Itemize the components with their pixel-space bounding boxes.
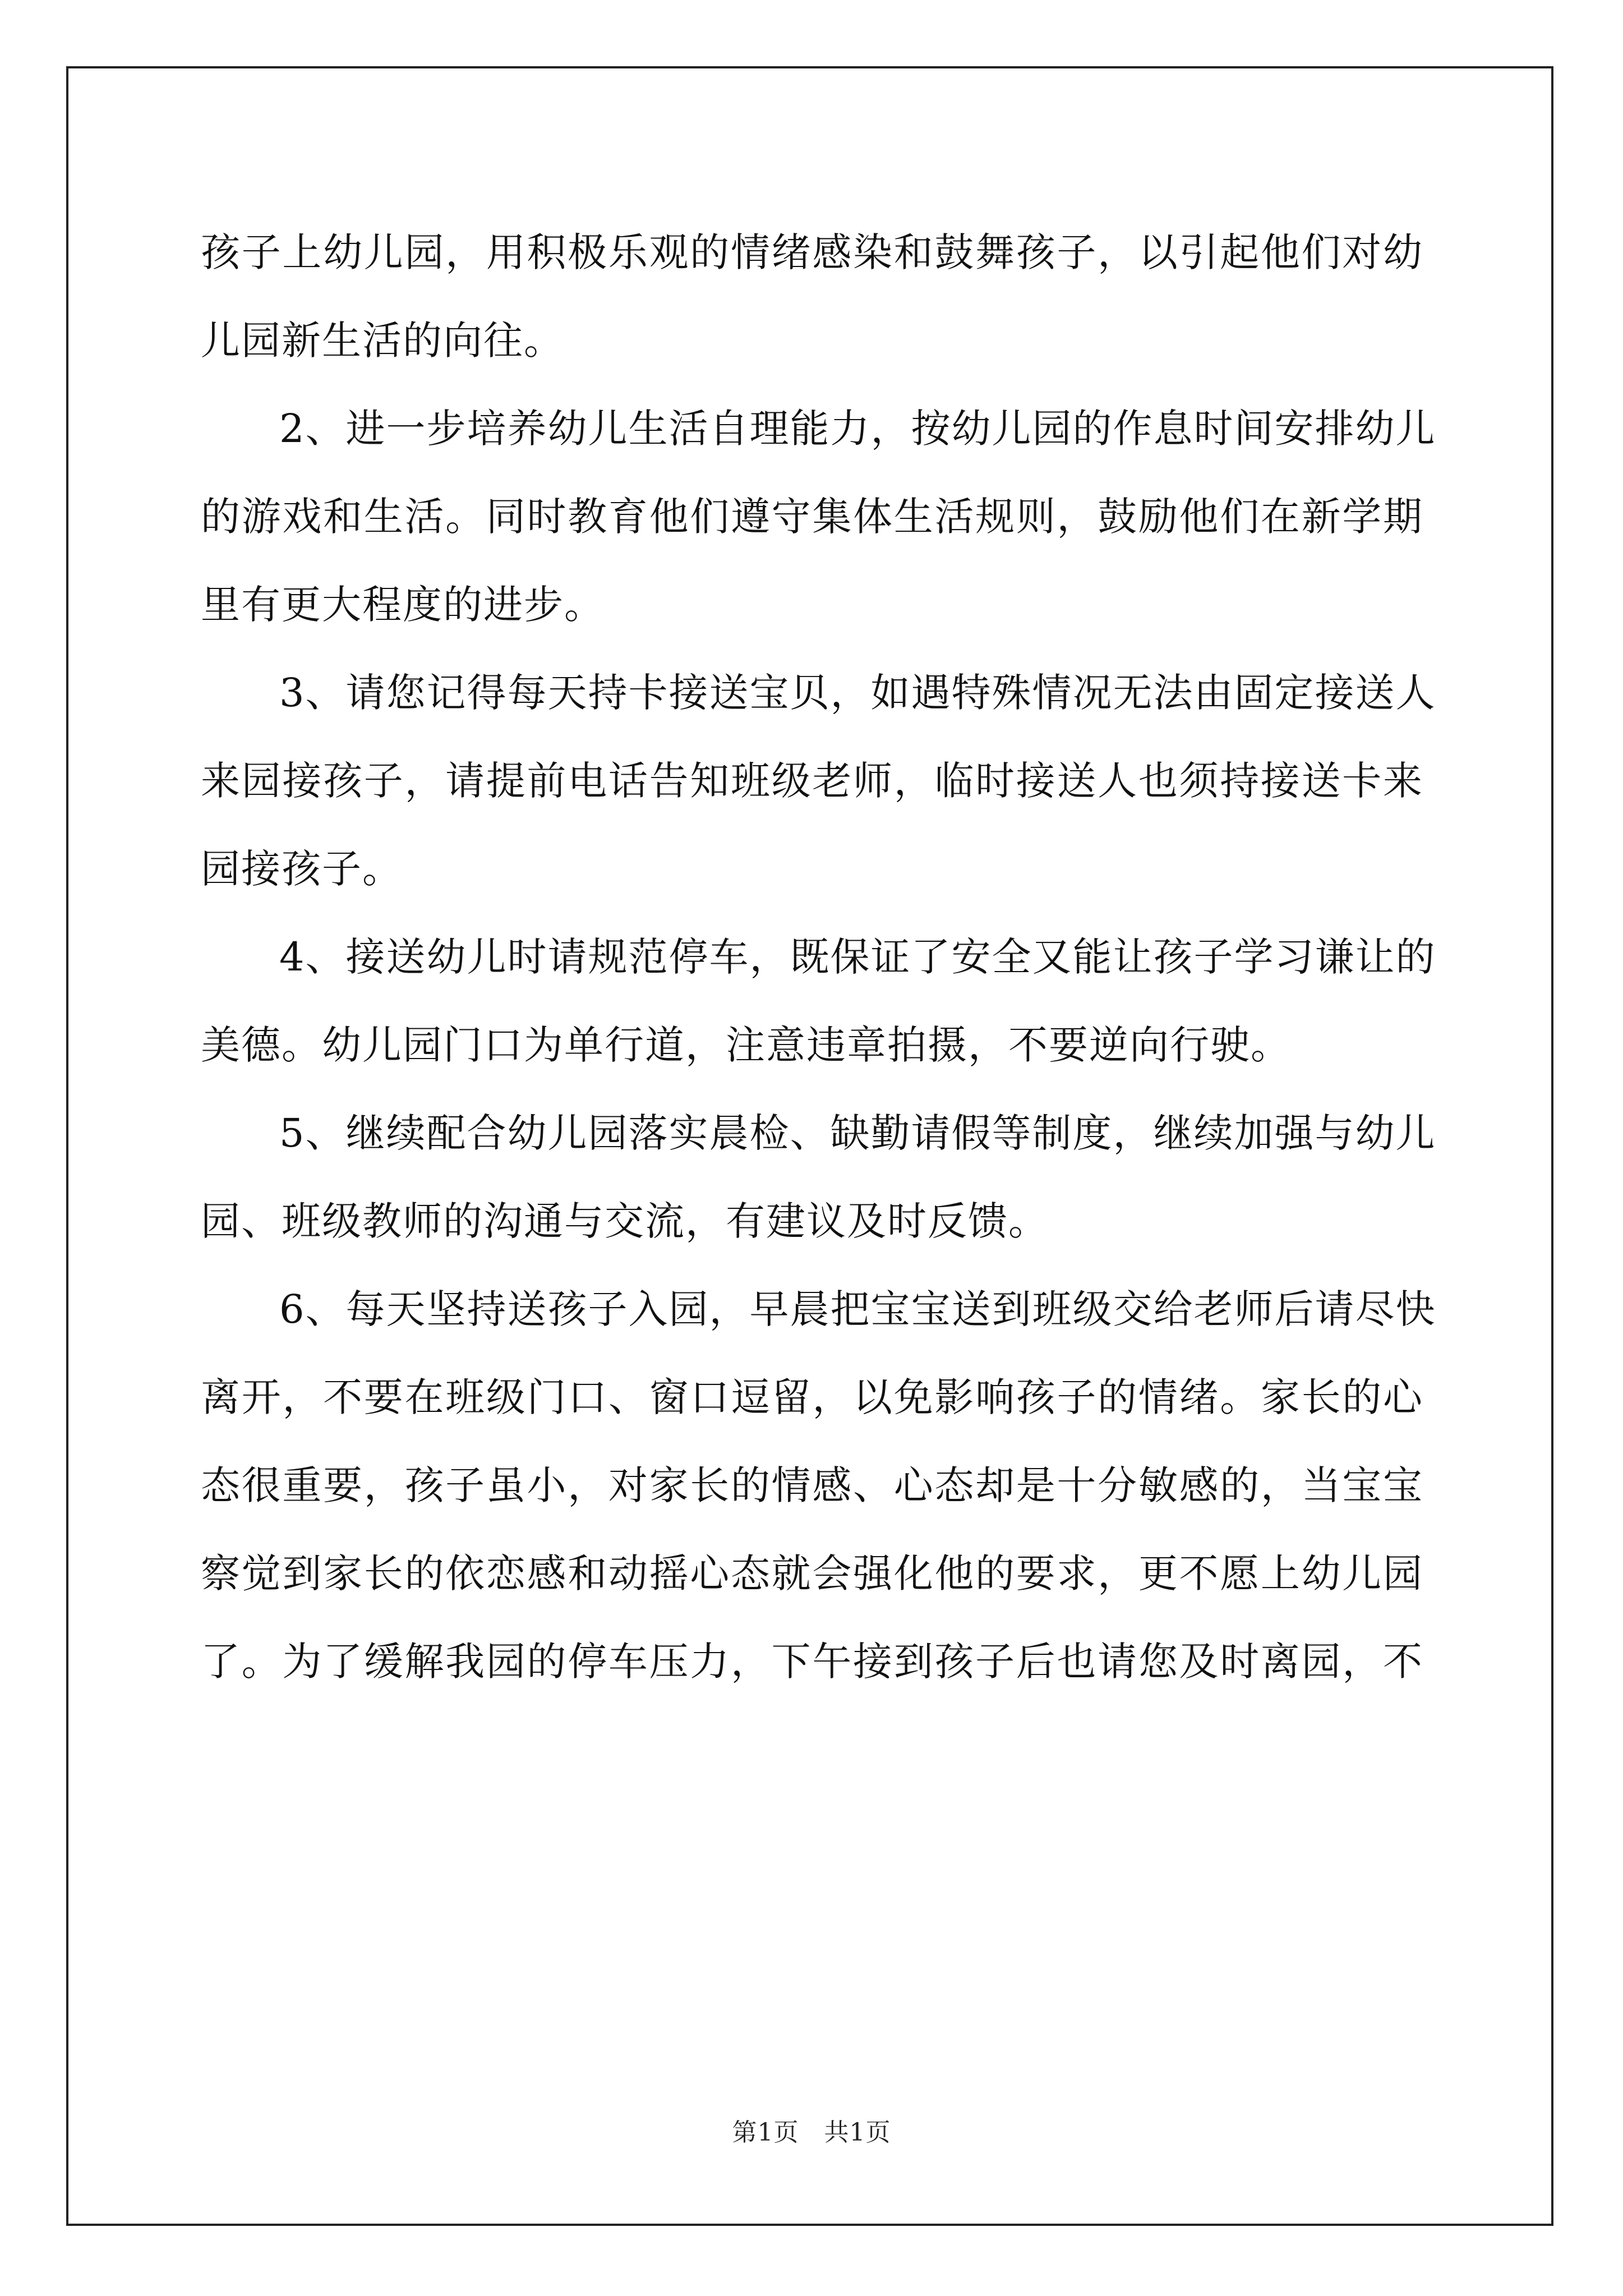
text-line: 儿园新生活的向往。	[201, 318, 564, 364]
text-line: 5、继续配合幼儿园落实晨检、缺勤请假等制度，继续加强与幼儿	[279, 1110, 1436, 1156]
text-line: 态很重要，孩子虽小，对家长的情感、心态却是十分敏感的，当宝宝	[201, 1462, 1423, 1508]
text-line: 美德。幼儿园门口为单行道，注意违章拍摄，不要逆向行驶。	[201, 1022, 1291, 1068]
text-line: 园、班级教师的沟通与交流，有建议及时反馈。	[201, 1198, 1049, 1244]
text-line: 了。为了缓解我园的停车压力，下午接到孩子后也请您及时离园，不	[201, 1639, 1423, 1685]
text-line: 孩子上幼儿园，用积极乐观的情绪感染和鼓舞孩子，以引起他们对幼	[201, 229, 1423, 275]
text-line: 2、进一步培养幼儿生活自理能力，按幼儿园的作息时间安排幼儿	[279, 406, 1436, 452]
text-line: 3、请您记得每天持卡接送宝贝，如遇特殊情况无法由固定接送人	[279, 670, 1436, 716]
text-line: 来园接孩子，请提前电话告知班级老师，临时接送人也须持接送卡来	[201, 758, 1423, 804]
text-line: 察觉到家长的依恋感和动摇心态就会强化他的要求，更不愿上幼儿园	[201, 1550, 1423, 1596]
text-line: 的游戏和生活。同时教育他们遵守集体生活规则，鼓励他们在新学期	[201, 494, 1423, 540]
text-line: 6、每天坚持送孩子入园，早晨把宝宝送到班级交给老师后请尽快	[279, 1286, 1436, 1332]
document-body	[201, 209, 1436, 1706]
text-line: 离开，不要在班级门口、窗口逗留，以免影响孩子的情绪。家长的心	[201, 1374, 1423, 1420]
text-line: 园接孩子。	[201, 846, 403, 892]
text-line: 4、接送幼儿时请规范停车，既保证了安全又能让孩子学习谦让的	[279, 934, 1436, 980]
page-footer: 第1页 共1页	[732, 2118, 891, 2147]
text-line: 里有更大程度的进步。	[201, 582, 605, 628]
